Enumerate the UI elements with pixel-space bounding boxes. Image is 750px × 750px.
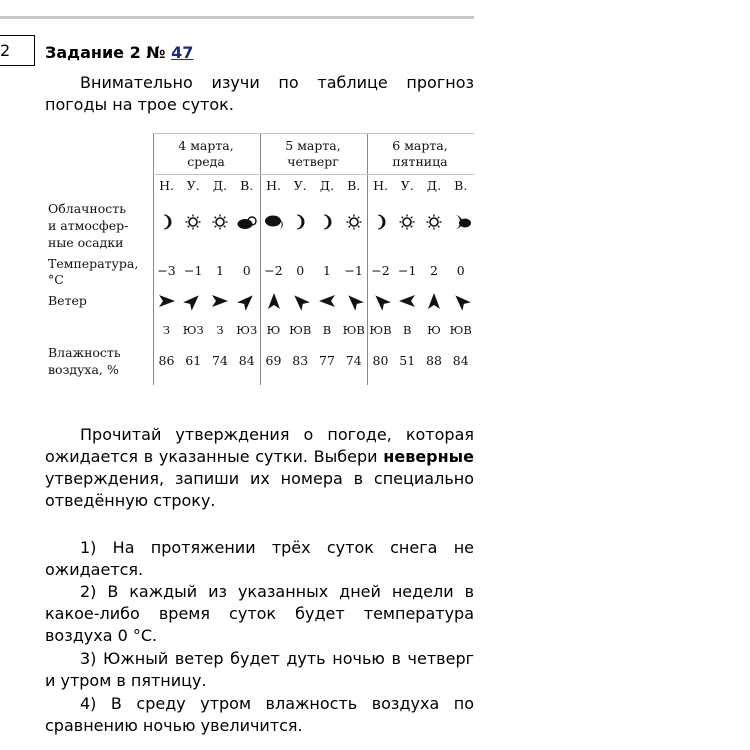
row-label-cloud-line3: ные осадки xyxy=(48,235,124,250)
sun-icon xyxy=(421,212,448,232)
temperature-value: 2 xyxy=(430,263,438,278)
wind-arrow-icon xyxy=(233,291,260,311)
wind-arrow-icon xyxy=(421,291,448,311)
wind-arrow-icon xyxy=(314,291,341,311)
intro-paragraph xyxy=(45,72,474,116)
temperature-value: −2 xyxy=(264,263,283,278)
humidity-value: 74 xyxy=(345,353,362,368)
instructions-part1: Прочитай утверждения о погоде, которая ожидается в указанные сутки. Выбери xyxy=(45,425,474,466)
temperature-value: −1 xyxy=(398,263,417,278)
temperature-value: 0 xyxy=(296,263,305,278)
intro-text: Внимательно изучи по таблице прогноз погоды на трое суток. xyxy=(45,73,474,114)
temperature-value: 1 xyxy=(323,263,331,278)
wind-arrow-icon xyxy=(447,291,474,311)
task-number-box xyxy=(0,35,35,66)
time-label: У. xyxy=(186,178,200,193)
wind-direction: В xyxy=(403,323,412,337)
day-date: 5 марта, xyxy=(285,138,341,153)
sun-icon xyxy=(180,212,207,232)
row-label-hum-line2: воздуха, % xyxy=(48,362,119,377)
statement-2: 2) В каждый из указанных дней недели в какое-либо время суток будет температура воздуха 0 °C. xyxy=(45,582,474,645)
day-header-3 xyxy=(367,138,473,170)
humidity-value: 86 xyxy=(158,353,175,368)
time-label: У. xyxy=(400,178,414,193)
humidity-value: 51 xyxy=(399,353,416,368)
task-title-text: Задание 2 № xyxy=(45,43,166,62)
row-label-cloud-line1: Облачность xyxy=(48,201,127,216)
humidity-value: 69 xyxy=(265,353,282,368)
time-label: Д. xyxy=(212,178,228,193)
humidity-value: 83 xyxy=(292,353,309,368)
moon-icon xyxy=(367,212,394,232)
time-label: Д. xyxy=(426,178,442,193)
task-title xyxy=(45,43,193,62)
moon-cloud-icon xyxy=(447,212,474,232)
humidity-value: 74 xyxy=(212,353,228,368)
row-label-temp-line1: Температура, xyxy=(48,256,139,271)
moon-icon xyxy=(287,212,314,232)
temperature-value: 1 xyxy=(216,263,224,278)
time-label: Н. xyxy=(373,178,388,193)
humidity-value: 61 xyxy=(185,353,202,368)
cloud-moon-icon xyxy=(260,212,287,232)
day-date: 4 марта, xyxy=(178,138,234,153)
wind-direction: Ю xyxy=(266,323,281,337)
temperature-value: −1 xyxy=(344,263,363,278)
wind-arrow-icon xyxy=(394,291,421,311)
moon-icon xyxy=(314,212,341,232)
wind-arrow-icon xyxy=(180,291,207,311)
wind-arrow-icon xyxy=(153,291,180,311)
wind-direction: ЮВ xyxy=(342,323,365,337)
instructions-paragraph xyxy=(45,424,474,512)
task-number: 2 xyxy=(0,41,11,60)
wind-direction: З xyxy=(216,323,224,337)
time-label: В. xyxy=(347,178,361,193)
day-header-2 xyxy=(260,138,366,170)
day-date: 6 марта, xyxy=(392,138,448,153)
wind-direction: ЮЗ xyxy=(182,323,204,337)
sun-icon xyxy=(207,212,234,232)
moon-icon xyxy=(153,212,180,232)
time-label: У. xyxy=(293,178,307,193)
wind-direction: ЮВ xyxy=(289,323,312,337)
row-label-temp-line2: °C xyxy=(48,272,64,287)
wind-direction: ЮЗ xyxy=(236,323,258,337)
day-divider xyxy=(260,133,261,385)
day-divider xyxy=(367,133,368,385)
row-label-wind: Ветер xyxy=(48,293,87,308)
wind-direction: Ю xyxy=(427,323,441,337)
temperature-value: −2 xyxy=(371,263,390,278)
day-weekday: среда xyxy=(187,154,225,169)
temperature-value: −3 xyxy=(157,263,176,278)
row-label-cloud-line2: и атмосфер- xyxy=(48,218,129,233)
day-header-1 xyxy=(153,138,259,170)
instructions-bold: неверные xyxy=(383,447,474,466)
wind-direction: В xyxy=(322,323,332,337)
wind-direction: ЮВ xyxy=(369,323,392,337)
top-divider xyxy=(0,16,474,19)
time-label: Н. xyxy=(159,178,174,193)
time-label: В. xyxy=(240,178,254,193)
instructions-part2: утверждения, запиши их номера в специально отведённую строку. xyxy=(45,469,474,510)
humidity-value: 84 xyxy=(452,353,469,368)
humidity-value: 84 xyxy=(238,353,255,368)
statement-3: 3) Южный ветер будет дуть ночью в четверг и утром в пятницу. xyxy=(45,649,474,690)
wind-direction: ЮВ xyxy=(449,323,472,337)
wind-arrow-icon xyxy=(260,291,287,311)
task-link[interactable]: 47 xyxy=(171,43,194,62)
statement-4: 4) В среду утром влажность воздуха по сравнению ночью увеличится. xyxy=(45,694,474,735)
day-weekday: пятница xyxy=(392,154,448,169)
wind-direction: З xyxy=(162,323,171,337)
sun-icon xyxy=(340,212,367,232)
day-divider xyxy=(153,133,154,385)
temperature-value: 0 xyxy=(456,263,465,278)
statement-1: 1) На протяжении трёх суток снега не ожидается. xyxy=(45,538,474,579)
day-weekday: четверг xyxy=(287,154,339,169)
time-label: Н. xyxy=(266,178,281,193)
sun-icon xyxy=(394,212,421,232)
header-rule xyxy=(153,174,474,175)
weather-forecast-table xyxy=(45,128,474,385)
temperature-value: 0 xyxy=(242,263,251,278)
wind-arrow-icon xyxy=(367,291,394,311)
header-rule xyxy=(153,133,474,134)
humidity-value: 77 xyxy=(319,353,335,368)
humidity-value: 88 xyxy=(426,353,442,368)
wind-arrow-icon xyxy=(287,291,314,311)
wind-arrow-icon xyxy=(340,291,367,311)
time-label: Д. xyxy=(319,178,335,193)
cloud-sun-icon xyxy=(233,212,260,232)
temperature-value: −1 xyxy=(184,263,203,278)
humidity-value: 80 xyxy=(372,353,389,368)
row-label-hum-line1: Влажность xyxy=(48,345,121,360)
wind-arrow-icon xyxy=(207,291,234,311)
time-label: В. xyxy=(454,178,468,193)
